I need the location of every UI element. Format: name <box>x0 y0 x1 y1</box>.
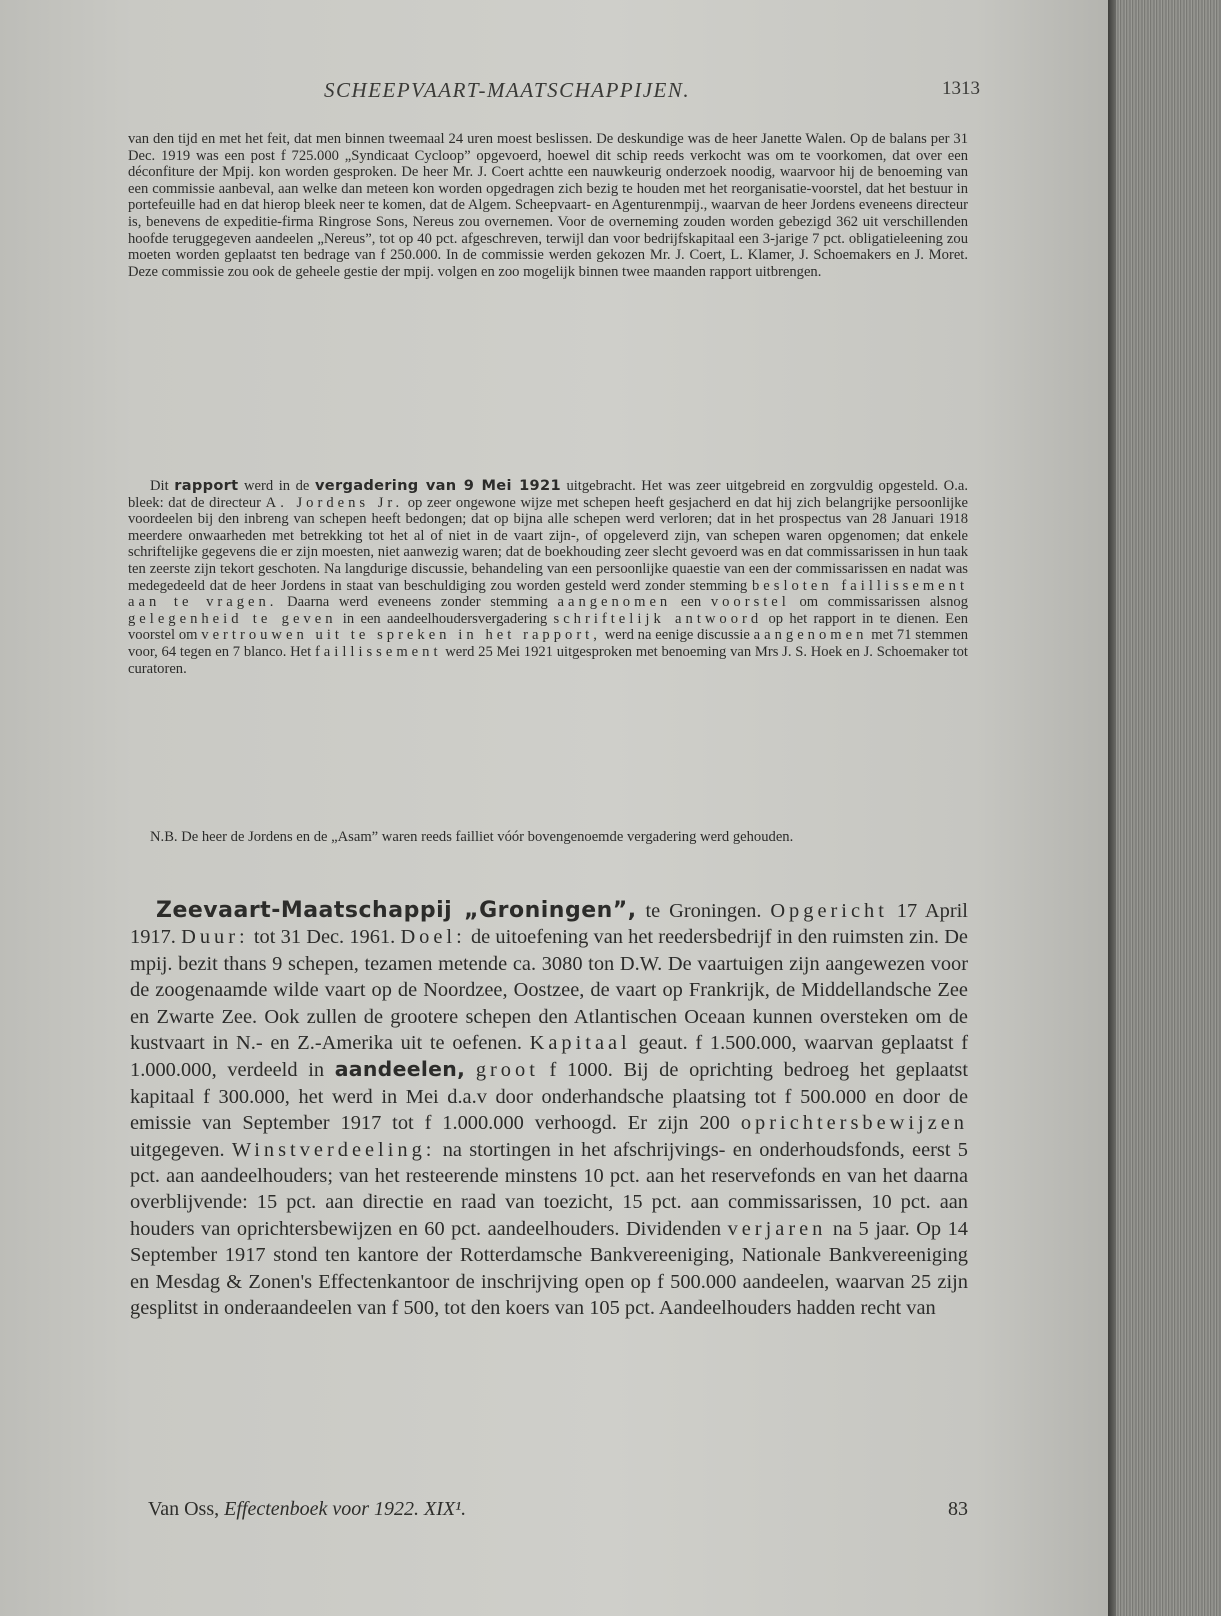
footer-citation <box>148 1498 466 1521</box>
paragraph-groningen <box>130 898 968 1322</box>
text-run: de uitoefening van het reedersbedrijf in den ruimsten zin. De mpij. bezit thans 9 schepen, tezamen metende ca. 3080 ton D.W. De vaartuigen zijn aangewezen voor de zoogenaamde wilde vaart op de Noordzee, Oostzee, de vaart op Frankrijk, de Middellandsche Zee en Zwarte Zee. Ook zullen de grootere schepen den Atlantischen Oceaan kunnen oversteken om de kustvaart in N.- en Z.-Amerika uit te oefenen. <box>130 926 968 1055</box>
emphasis-aandeelen: aandeelen, <box>334 1057 466 1082</box>
running-title: SCHEEPVAART-MAATSCHAPPIJEN. <box>324 78 691 102</box>
footer-author: Van Oss, <box>148 1498 220 1520</box>
text-run: werd 25 Mei 1921 uitgesproken met benoeming van Mrs J. S. Hoek en J. Schoemaker tot curatoren. <box>128 643 968 677</box>
text-run: op zeer ongewone wijze met schepen heeft gesjacherd en dat hij zich belangrijke persoonlijke voordeelen bij den inbreng van schepen heeft bedongen; dat op bijna alle schepen werd verloren; dat in het prospectus van 28 Januari 1918 meerdere onwaarheden met betrekking tot het al of niet in de vaart zijn-, of opgeleverd zijn, van schepen waren opgenomen; dat enkele schriftelijke gegevens die er zijn moesten, niet aanwezig waren; dat de boekhouding zeer slecht gevoerd was en dat commissarissen in hun taak ten zeerste zijn tekort geschoten. Na langdurige discussie, behandeling van een persoonlijke quaestie van een der commissarissen en nadat was medegedeeld dat de heer Jordens in staat van beschuldiging zou worden gesteld werd zonder stemming <box>128 494 969 594</box>
page-number: 1313 <box>942 78 980 99</box>
book-page-edges <box>1108 0 1221 1616</box>
emphasis-rapport: rapport <box>174 477 239 494</box>
text-run: met 71 stemmen voor, 64 tegen en 7 blanco. Het <box>128 627 968 660</box>
paragraph-continuation: van den tijd en met het feit, dat men binnen tweemaal 24 uren moest beslissen. De deskundige was de heer Janette Walen. Op de balans per 31 Dec. 1919 was een post f 725.000 „Syndicaat Cycloop” opgevoerd, hoewel dit schip reeds verkocht was om te voorkomen, dat over een déconfiture der Mpij. kon worden gesproken. De heer Mr. J. Coert achtte een nauwkeurig onderzoek noodig, waarvoor hij de benoeming van een commissie aanbeval, aan welke dan meteen kon worden opgedragen zich bezig te houden met het reorganisatie-voorstel, dat het bestuur in portefeuille had en dat hierop bleek neer te komen, dat de Algem. Scheepvaart- en Agenturenmpij., waarvan de heer Jordens eveneens directeur is, benevens de expeditie-firma Ringrose Sons, Nereus zou overnemen. Voor de overneming zouden worden gebezigd 362 uit verschillenden hoofde teruggegeven aandeelen „Nereus”, tot op 40 pct. afgeschreven, terwijl dan voor bedrijfskapitaal een 3-jarige 7 pct. obligatieleening zou moeten worden geplaatst ten bedrage van f 250.000. In de commissie werden gekozen Mr. J. Coert, L. Klamer, J. Schoemakers en J. Moret. Deze commissie zou ook de geheele gestie der mpij. volgen en zoo mogelijk binnen twee maanden rapport uitbrengen. <box>128 131 968 280</box>
text-run: f 1000. Bij de oprichting bedroeg het geplaatst kapitaal f 300.000, het werd in Mei d.a.v door onderhandsche plaatsing tot f 500.000 en door de emissie van September 1917 tot f 1.000.000 verhoogd. Er zijn 200 <box>130 1059 968 1135</box>
running-head <box>128 78 980 106</box>
text-run <box>465 1059 476 1081</box>
text-run: Daarna werd eveneens zonder stemming <box>277 594 558 611</box>
spaced-text: Kapitaal <box>529 1032 631 1055</box>
spaced-text: vertrouwen uit te spreken in het rapport, <box>201 627 601 644</box>
text-run: in een aandeelhoudersvergadering <box>336 610 554 627</box>
spaced-text: Doel: <box>400 926 466 949</box>
spaced-text: voorstel <box>710 594 790 611</box>
spaced-text: faillissement <box>314 643 442 660</box>
spaced-text: Duur: <box>181 926 249 949</box>
text-run: uitgegeven. <box>130 1138 232 1161</box>
company-heading: Zeevaart-Maatschappij „Groningen”, <box>156 898 637 923</box>
spaced-text: gelegenheid te geven <box>128 610 337 627</box>
text-run: 17 April 1917. <box>130 900 968 949</box>
text-run: tot 31 Dec. 1961. <box>248 926 401 949</box>
spaced-text: aangenomen <box>753 627 868 644</box>
text-run: te Groningen. <box>636 900 771 922</box>
spaced-text: Opgericht <box>770 900 888 922</box>
spaced-text: A. Jordens Jr. <box>265 494 404 511</box>
emphasis-vergadering: vergadering van 9 Mei 1921 <box>314 477 561 494</box>
text-run: geaut. f 1.500.000, waarvan geplaatst f 1.000.000, verdeeld in <box>130 1032 968 1082</box>
spaced-text: besloten faillissement aan te vragen. <box>128 577 968 611</box>
spaced-text: schriftelijk antwoord <box>553 610 763 627</box>
page-footer <box>148 1498 968 1524</box>
footer-title: Effectenboek voor 1922. XIX¹. <box>224 1498 467 1520</box>
text-run: na stortingen in het afschrijvings- en onderhoudsfonds, eerst 5 pct. aan aandeelhouders; van het resteerende minstens 10 pct. aan het reservefonds en van het daarna overblijvende: 15 pct. aan directie en raad van toezicht, 15 pct. aan commissarissen, 10 pct. aan houders van oprichtersbewijzen en 60 pct. aandeelhouders. Dividenden <box>130 1138 968 1240</box>
spaced-text: verjaren <box>727 1217 827 1240</box>
paragraph-rapport <box>128 478 968 677</box>
text-run: op het rapport in te dienen. Een voorstel om <box>128 610 968 644</box>
spaced-text: aangenomen <box>557 594 672 611</box>
text-run: werd in de <box>238 478 315 494</box>
text-run: werd na eenige discussie <box>600 627 754 644</box>
text-run: om commissarissen alsnog <box>789 594 968 611</box>
text-run: na 5 jaar. Op 14 September 1917 stond ten kantore der Rotterdamsche Bankvereeniging, Nationale Bankvereeniging en Mesdag & Zonen's Effectenkantoor de inschrijving open op f 500.000 aandeelen, waarvan 25 zijn gesplitst in onderaandeelen van f 500, tot den koers van 105 pct. Aandeelhouders hadden recht van <box>130 1217 968 1320</box>
gutter-shadow <box>1108 0 1116 1616</box>
paragraph-note: N.B. De heer de Jordens en de „Asam” waren reeds failliet vóór bovengenoemde vergadering werd gehouden. <box>150 829 794 845</box>
footer-sheet-number: 83 <box>948 1498 968 1520</box>
text-run: Dit <box>150 478 175 494</box>
text-run: uitgebracht. Het was zeer uitgebreid en zorgvuldig opgesteld. O.a. bleek: dat de directeur <box>128 478 968 511</box>
spaced-text: oprichtersbewijzen <box>740 1112 968 1135</box>
text-run: een <box>671 594 711 611</box>
spaced-text: groot <box>475 1059 539 1082</box>
spaced-text: Winstverdeeling: <box>231 1138 436 1161</box>
